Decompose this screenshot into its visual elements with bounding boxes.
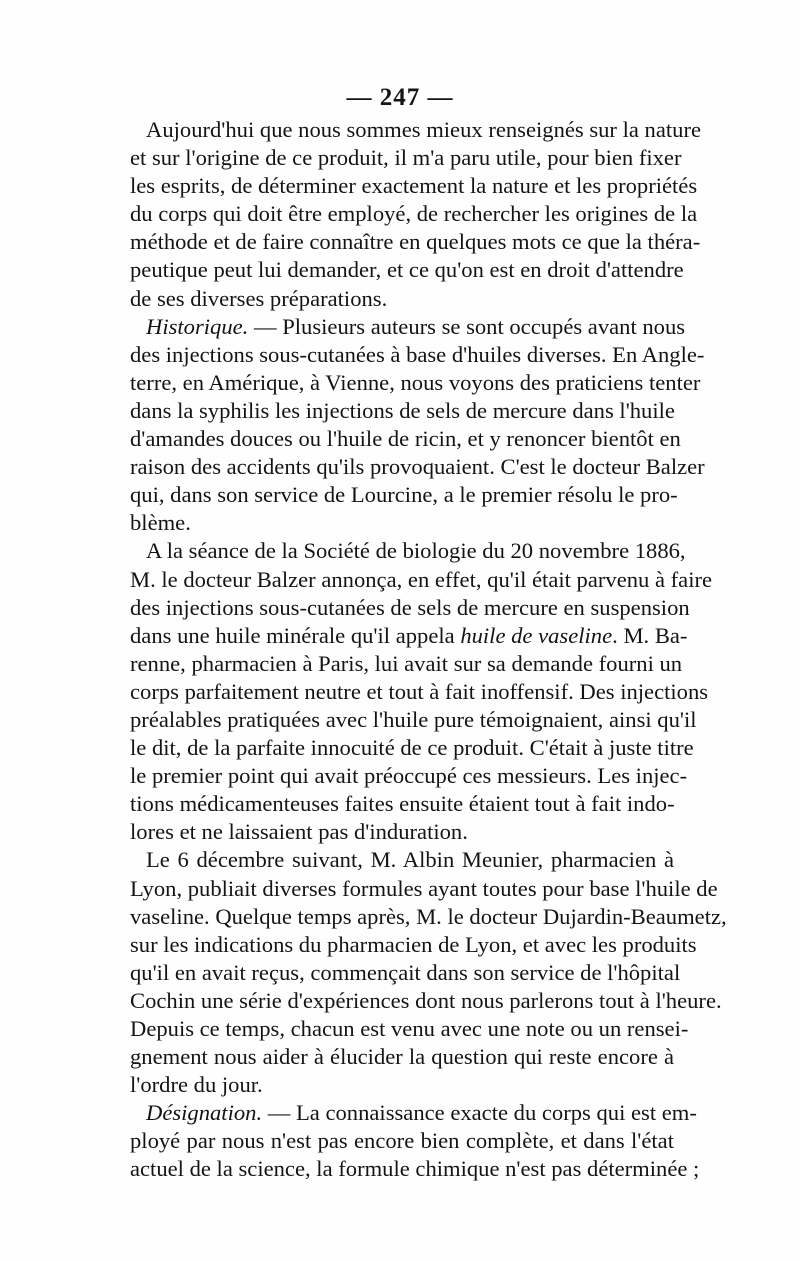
text-line: du corps qui doit être employé, de rechercher les origines de la [130, 201, 698, 227]
text-line: des injections sous-cutanées à base d'huiles diverses. En Angle- [130, 341, 705, 367]
text-line: peutique peut lui demander, et ce qu'on est en droit d'attendre [130, 257, 684, 283]
text-line [130, 313, 686, 341]
text-line [130, 1099, 697, 1127]
text-line: de ses diverses préparations. [130, 285, 388, 311]
text-line: raison des accidents qu'ils provoquaient. C'est le docteur Balzer [130, 454, 705, 480]
text-line: l'ordre du jour. [130, 1072, 263, 1098]
line-prefix: dans une huile minérale qu'il appela [130, 622, 461, 648]
paragraph-balzer [130, 537, 713, 846]
paragraph-meunier [130, 846, 727, 1099]
text-line: ployé par nous n'est pas encore bien complète, et dans l'état [130, 1128, 674, 1154]
text-line: des injections sous-cutanées de sels de mercure en suspension [130, 594, 690, 620]
text-line: sur les indications du pharmacien de Lyon, et avec les produits [130, 931, 697, 957]
text-line: qu'il en avait reçus, commençait dans son service de l'hôpital [130, 959, 681, 985]
text-line: Depuis ce temps, chacun est venu avec une note ou un rensei- [130, 1016, 689, 1041]
section-heading-designation: Désignation. [146, 1100, 263, 1126]
text-line: Aujourd'hui que nous sommes mieux renseignés sur la nature [146, 117, 702, 142]
text-line: qui, dans son service de Lourcine, a le premier résolu le pro- [130, 482, 678, 508]
text-line: lores et ne laissaient pas d'induration. [130, 819, 468, 845]
text-line: méthode et de faire connaître en quelques mots ce que la théra- [130, 229, 701, 255]
heading-line-rest: — La connaissance exacte du corps qui est em- [262, 1100, 697, 1126]
paragraph-intro [130, 116, 702, 313]
text-line: tions médicamenteuses faites ensuite étaient tout à fait indo- [130, 791, 675, 817]
section-heading-historique: Historique. [146, 313, 249, 339]
paragraph-designation [130, 1099, 700, 1183]
text-line: le dit, de la parfaite innocuité de ce produit. C'était à juste titre [130, 735, 694, 761]
text-line: Le 6 décembre suivant, M. Albin Meunier, pharmacien à [146, 847, 674, 873]
text-line: gnement nous aider à élucider la question qui reste encore à [130, 1044, 674, 1070]
text-line: corps parfaitement neutre et tout à fait inoffensif. Des injections [130, 678, 709, 704]
text-line: dans la syphilis les injections de sels de mercure dans l'huile [130, 397, 675, 423]
text-line: blème. [130, 510, 191, 536]
text-line: préalables pratiquées avec l'huile pure témoignaient, ainsi qu'il [130, 706, 697, 732]
page-number: — 247 — [346, 84, 454, 111]
heading-line-rest: — Plusieurs auteurs se sont occupés avant nous [248, 313, 686, 339]
body-text [130, 116, 727, 1184]
text-line: A la séance de la Société de biologie du 20 novembre 1886, [146, 538, 686, 564]
text-line: terre, en Amérique, à Vienne, nous voyons des praticiens tenter [130, 369, 701, 395]
text-line: vaseline. Quelque temps après, M. le docteur Dujardin-Beaumetz, [130, 903, 727, 929]
text-line: Lyon, publiait diverses formules ayant toutes pour base l'huile de [130, 875, 718, 901]
text-line: les esprits, de déterminer exactement la nature et les propriétés [130, 173, 698, 199]
text-line: renne, pharmacien à Paris, lui avait sur sa demande fourni un [130, 650, 683, 676]
text-line: M. le docteur Balzer annonça, en effet, qu'il était parvenu à faire [130, 566, 713, 592]
text-line: d'amandes douces ou l'huile de ricin, et y renoncer bientôt en [130, 426, 681, 452]
text-line: et sur l'origine de ce produit, il m'a paru utile, pour bien fixer [130, 145, 682, 171]
text-line: le premier point qui avait préoccupé ces messieurs. Les injec- [130, 763, 688, 789]
italic-term: huile de vaseline [460, 622, 613, 648]
text-line: Cochin une série d'expériences dont nous parlerons tout à l'heure. [130, 987, 722, 1013]
text-line: actuel de la science, la formule chimique n'est pas déterminée ; [130, 1156, 700, 1182]
text-line [130, 622, 688, 650]
line-suffix: . M. Ba- [612, 622, 688, 648]
paragraph-historique [130, 313, 705, 538]
